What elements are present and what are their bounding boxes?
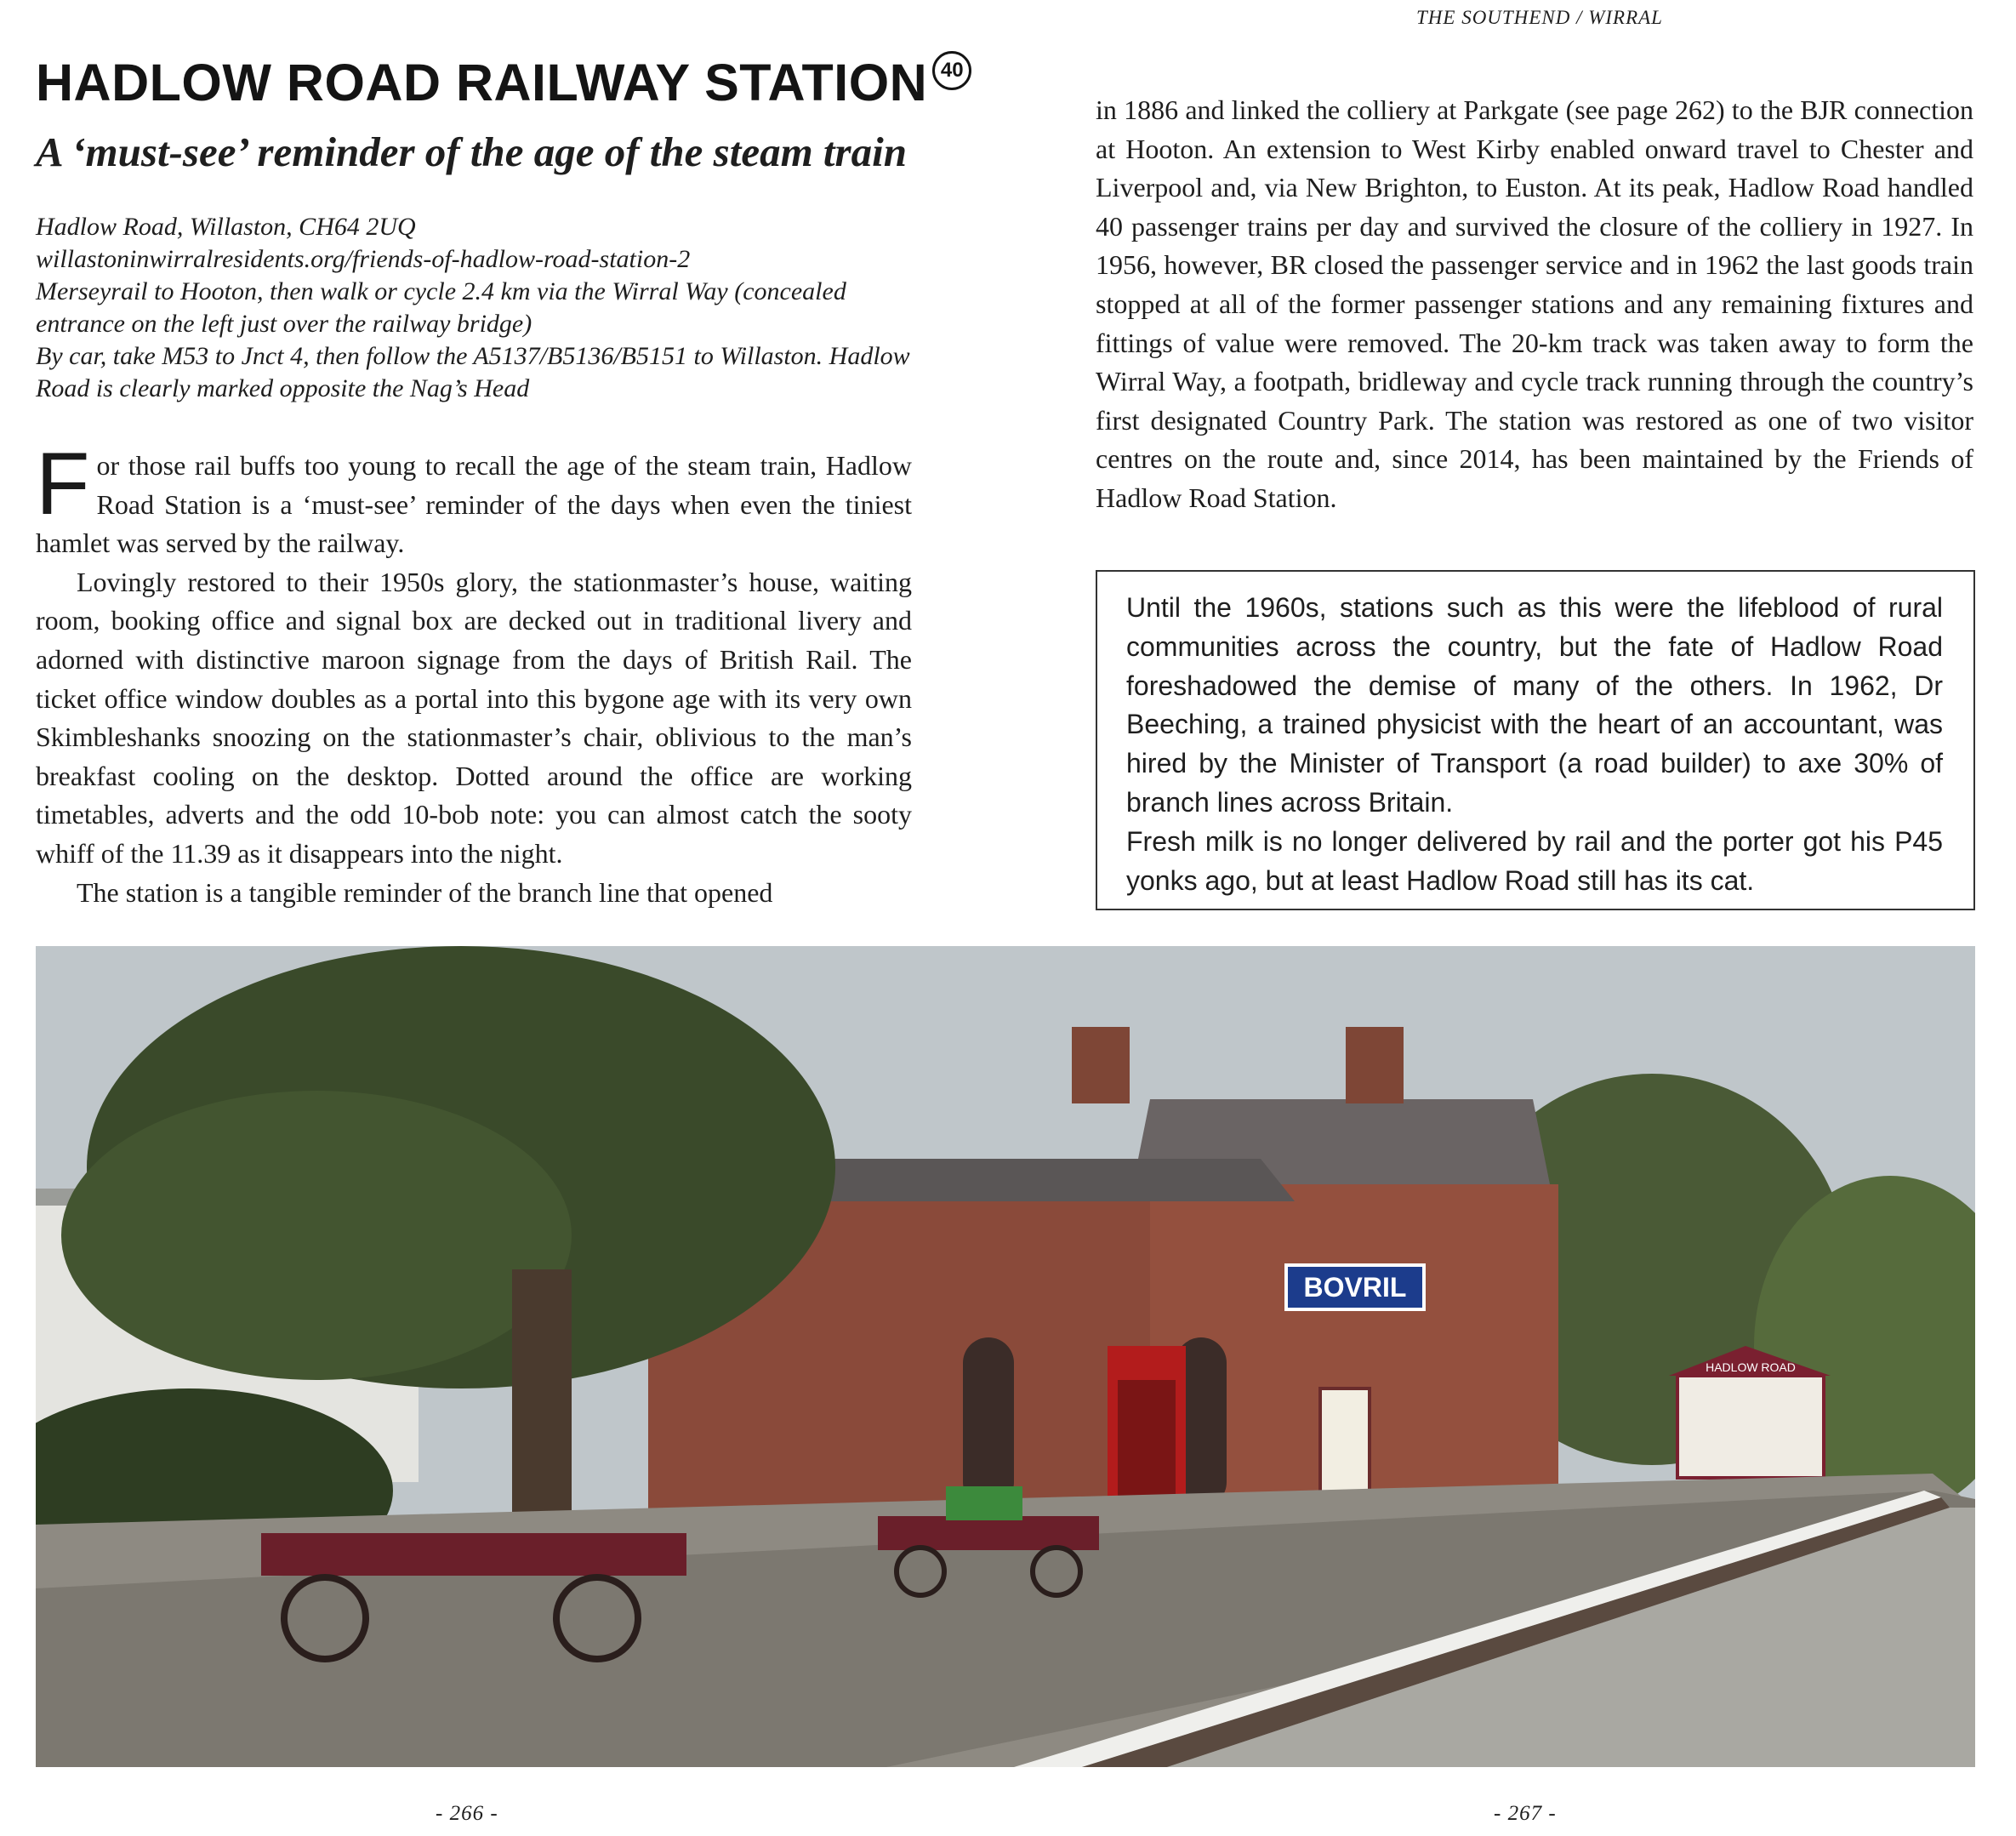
signal-box-sign-text: HADLOW ROAD: [1706, 1360, 1796, 1374]
bovril-sign-text: BOVRIL: [1303, 1272, 1407, 1303]
chimney-left: [1072, 1027, 1130, 1103]
body-left-column: [36, 435, 912, 912]
arched-window-1: [963, 1337, 1014, 1508]
drop-cap: F: [36, 435, 90, 533]
body-right-paragraph: in 1886 and linked the colliery at Parkgate (see page 262) to the BJR connection at Hooton. An extension to West Kirby enabled onward travel to Chester and Liverpool and, via New Brighton, to Euston. At its peak, Hadlow Road handled 40 passenger trains per day and survived the closure of the colliery in 1927. In 1956, however, BR closed the passenger service and in 1962 the last goods train stopped at all of the former passenger stations and any remaining fixtures and fittings of value were removed. The 20-km track was taken away to form the Wirral Way, a footpath, bridleway and cycle track running through the country’s first designated Country Park. The station was restored as one of two visitor centres on the route and, since 2014, has been maintained by the Friends of Hadlow Road Station.: [1096, 94, 1973, 513]
page-number-right: - 267 -: [1494, 1802, 1557, 1825]
station-photo: [36, 946, 1975, 1767]
phone-box-window: [1118, 1380, 1176, 1508]
sidebar-paragraph-1: Until the 1960s, stations such as this were the lifeblood of rural communities across the country, but the fate of Hadlow Road foreshadowed the demise of many of the others. In 1962, Dr Beeching, a trained physicist with the heart of an accountant, was hired by the Minister of Transport (a road builder) to axe 30% of branch lines across Britain.: [1126, 592, 1943, 818]
title-text: HADLOW ROAD RAILWAY STATION: [36, 54, 928, 111]
signal-box: [1677, 1376, 1824, 1478]
info-block: [36, 211, 929, 405]
chimney-right: [1346, 1027, 1404, 1103]
big-tree-canopy-lower: [61, 1091, 572, 1380]
body-right-column: [1096, 91, 1973, 518]
info-address: Hadlow Road, Willaston, CH64 2UQ: [36, 213, 416, 241]
sidebar-paragraph-2: Fresh milk is no longer delivered by rail and the porter got his P45 yonks ago, but at least Hadlow Road still has its cat.: [1126, 825, 1943, 896]
body-paragraph-1: [36, 435, 912, 563]
page-title: [36, 51, 971, 112]
station-photo-illustration: [36, 946, 1975, 1767]
body-paragraph-1-text: or those rail buffs too young to recall the age of the steam train, Hadlow Road Station is a ‘must-see’ reminder of the days when even the tiniest hamlet was served by the railway.: [36, 450, 912, 559]
big-tree-trunk: [512, 1269, 572, 1550]
running-header: THE SOUTHEND / WIRRAL: [1416, 7, 1663, 28]
luggage-trolley-1: [261, 1533, 686, 1576]
body-paragraph-2: Lovingly restored to their 1950s glory, the stationmaster’s house, waiting room, booking office and signal box are decked out in traditional livery and adorned with distinctive maroon signage from the days of British Rail. The ticket office window doubles as a portal into this bygone age with its very own Skimbleshanks snoozing on the stationmaster’s chair, oblivious to the man’s breakfast cooling on the desktop. Dotted around the office are working timetables, adverts and the odd 10-bob note: you can almost catch the sooty whiff of the 11.39 as it disappears into the night.: [36, 566, 912, 869]
sidebar-box: [1096, 570, 1975, 910]
entry-number-badge: 40: [932, 51, 971, 90]
info-website: willastoninwirralresidents.org/friends-of-hadlow-road-station-2: [36, 245, 691, 273]
info-car: By car, take M53 to Jnct 4, then follow the A5137/B5136/B5151 to Willaston. Hadlow Road is clearly marked opposite the Nag’s Head: [36, 342, 910, 402]
subtitle: A ‘must-see’ reminder of the age of the steam train: [36, 128, 907, 175]
page-number-left: - 266 -: [436, 1802, 498, 1825]
info-transport: Merseyrail to Hooton, then walk or cycle 2.4 km via the Wirral Way (concealed entrance on the left just over the railway bridge): [36, 277, 846, 338]
luggage-trolley-2: [878, 1516, 1099, 1550]
green-crates: [946, 1486, 1022, 1520]
body-paragraph-3: The station is a tangible reminder of the branch line that opened: [77, 876, 773, 908]
